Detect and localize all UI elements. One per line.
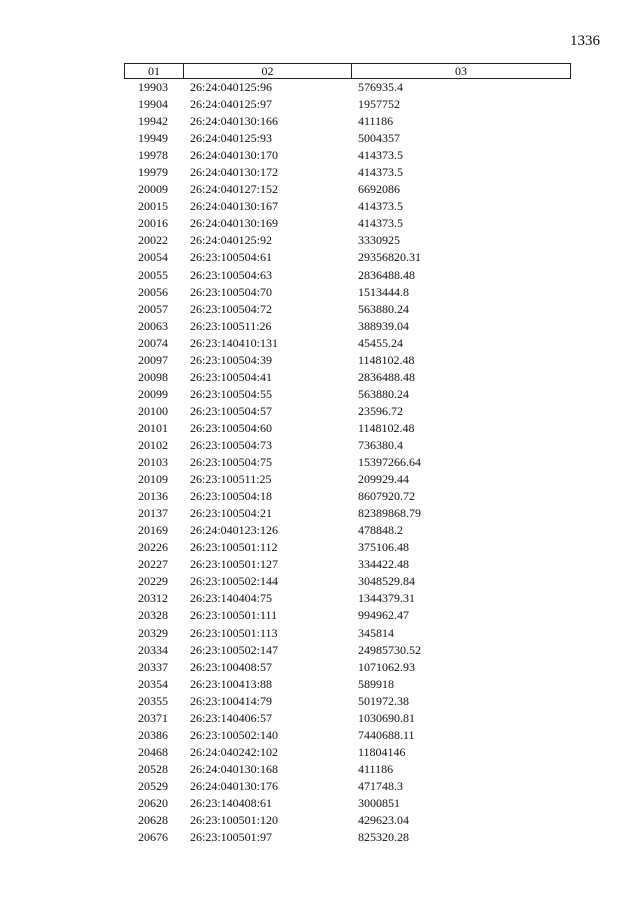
table-cell-col-03: 1071062.93 xyxy=(358,659,415,674)
table-row xyxy=(124,778,571,795)
table-cell-col-01: 20063 xyxy=(138,318,168,333)
table-row xyxy=(124,488,571,505)
table-cell-col-01: 20097 xyxy=(138,352,168,367)
table-cell-col-02: 26:23:100504:75 xyxy=(190,455,273,470)
table-cell-col-03: 6692086 xyxy=(358,182,400,197)
table-cell-col-03: 576935.4 xyxy=(358,80,403,94)
table-cell-col-02: 26:23:100501:127 xyxy=(190,557,279,572)
table-cell-col-01: 20528 xyxy=(138,761,168,776)
table-cell-col-02: 26:24:040130:166 xyxy=(190,114,279,129)
table-cell-col-03: 994962.47 xyxy=(358,608,409,623)
table-cell-col-02: 26:23:100504:57 xyxy=(190,403,273,418)
table-row xyxy=(124,659,571,676)
table-cell-col-02: 26:23:140406:57 xyxy=(190,710,273,725)
table-row xyxy=(124,761,571,778)
table-cell-col-01: 20109 xyxy=(138,472,168,487)
table-row xyxy=(124,693,571,710)
table-cell-col-02: 26:24:040130:167 xyxy=(190,199,279,214)
table-cell-col-01: 20329 xyxy=(138,625,168,640)
table-cell-col-03: 209929.44 xyxy=(358,472,409,487)
table-cell-col-03: 15397266.64 xyxy=(358,455,421,470)
table-row xyxy=(124,471,571,488)
table-cell-col-03: 1344379.31 xyxy=(358,591,415,606)
table-cell-col-02: 26:23:100501:120 xyxy=(190,813,279,828)
table-cell-col-02: 26:23:100413:88 xyxy=(190,676,273,691)
table-row xyxy=(124,232,571,249)
table-cell-col-01: 19903 xyxy=(138,80,168,94)
table-cell-col-01: 20022 xyxy=(138,233,168,248)
table-cell-col-01: 19979 xyxy=(138,165,168,180)
table-cell-col-01: 20226 xyxy=(138,540,168,555)
table-row xyxy=(124,522,571,539)
page-number: 1336 xyxy=(570,33,600,49)
table-cell-col-02: 26:23:100501:111 xyxy=(190,608,278,623)
table-cell-col-03: 11804146 xyxy=(358,744,406,759)
table-row xyxy=(124,727,571,744)
table-row xyxy=(124,181,571,198)
table-cell-col-02: 26:23:100501:113 xyxy=(190,625,278,640)
table-row xyxy=(124,335,571,352)
table-header xyxy=(124,63,571,79)
table-cell-col-01: 20334 xyxy=(138,642,168,657)
table-cell-col-02: 26:24:040130:170 xyxy=(190,148,279,163)
table-cell-col-02: 26:23:100504:63 xyxy=(190,267,273,282)
table-cell-col-03: 82389868.79 xyxy=(358,506,421,521)
table-cell-col-02: 26:24:040127:152 xyxy=(190,182,279,197)
table-cell-col-01: 20676 xyxy=(138,830,168,845)
table-cell-col-02: 26:23:100502:140 xyxy=(190,727,279,742)
table-cell-col-03: 414373.5 xyxy=(358,148,403,163)
table-cell-col-01: 20099 xyxy=(138,386,168,401)
table-cell-col-01: 20102 xyxy=(138,437,168,452)
table-cell-col-03: 45455.24 xyxy=(358,335,403,350)
table-cell-col-01: 20136 xyxy=(138,489,168,504)
table-row xyxy=(124,710,571,727)
header-col-02: 02 xyxy=(184,64,352,78)
table-cell-col-03: 478848.2 xyxy=(358,523,403,538)
table-cell-col-01: 20015 xyxy=(138,199,168,214)
table-cell-col-03: 375106.48 xyxy=(358,540,409,555)
table-cell-col-02: 26:24:040125:93 xyxy=(190,131,273,146)
table-cell-col-02: 26:24:040125:96 xyxy=(190,80,273,94)
table-cell-col-01: 20628 xyxy=(138,813,168,828)
table-row xyxy=(124,744,571,761)
table-row xyxy=(124,420,571,437)
table-cell-col-01: 20098 xyxy=(138,369,168,384)
table-cell-col-03: 3000851 xyxy=(358,795,400,810)
table-cell-col-02: 26:23:100511:25 xyxy=(190,472,272,487)
table-row xyxy=(124,437,571,454)
table-row xyxy=(124,147,571,164)
table-cell-col-02: 26:23:100511:26 xyxy=(190,318,272,333)
table-row xyxy=(124,284,571,301)
table-cell-col-01: 20101 xyxy=(138,420,168,435)
table-cell-col-02: 26:23:100504:72 xyxy=(190,301,273,316)
table-cell-col-03: 411186 xyxy=(358,114,394,129)
table-cell-col-02: 26:23:100504:39 xyxy=(190,352,273,367)
table-cell-col-03: 1513444.8 xyxy=(358,284,409,299)
table-row xyxy=(124,267,571,284)
table-cell-col-03: 3330925 xyxy=(358,233,400,248)
table-row xyxy=(124,556,571,573)
table-row xyxy=(124,215,571,232)
table-cell-col-03: 563880.24 xyxy=(358,386,409,401)
table-cell-col-02: 26:24:040242:102 xyxy=(190,744,279,759)
table-row xyxy=(124,318,571,335)
table-row xyxy=(124,301,571,318)
table-cell-col-01: 20056 xyxy=(138,284,168,299)
table-cell-col-01: 20337 xyxy=(138,659,168,674)
table-cell-col-01: 20229 xyxy=(138,574,168,589)
table-cell-col-02: 26:23:100501:112 xyxy=(190,540,278,555)
table-cell-col-01: 20354 xyxy=(138,676,168,691)
table-row xyxy=(124,573,571,590)
table-row xyxy=(124,249,571,266)
table-cell-col-02: 26:24:040123:126 xyxy=(190,523,279,538)
table-cell-col-03: 414373.5 xyxy=(358,199,403,214)
table-cell-col-01: 19942 xyxy=(138,114,168,129)
table-cell-col-02: 26:23:140410:131 xyxy=(190,335,279,350)
table-cell-col-03: 24985730.52 xyxy=(358,642,421,657)
table-row xyxy=(124,676,571,693)
table-cell-col-02: 26:23:100408:57 xyxy=(190,659,273,674)
table-row xyxy=(124,164,571,181)
table-cell-col-01: 20227 xyxy=(138,557,168,572)
table-cell-col-03: 5004357 xyxy=(358,131,400,146)
table-row xyxy=(124,130,571,147)
table-cell-col-03: 736380.4 xyxy=(358,437,403,452)
table-row xyxy=(124,607,571,624)
table-row xyxy=(124,539,571,556)
table-cell-col-02: 26:23:100504:55 xyxy=(190,386,273,401)
table-cell-col-01: 20355 xyxy=(138,693,168,708)
table-cell-col-01: 20529 xyxy=(138,778,168,793)
table-cell-col-03: 7440688.11 xyxy=(358,727,415,742)
table-row xyxy=(124,829,571,846)
table-row xyxy=(124,386,571,403)
table-cell-col-02: 26:23:100504:18 xyxy=(190,489,273,504)
table-cell-col-03: 345814 xyxy=(358,625,394,640)
table-cell-col-02: 26:24:040130:168 xyxy=(190,761,279,776)
table-cell-col-03: 471748.3 xyxy=(358,778,403,793)
table-body xyxy=(124,79,571,846)
table-cell-col-02: 26:23:100504:73 xyxy=(190,437,273,452)
table-cell-col-03: 414373.5 xyxy=(358,216,403,231)
table-row xyxy=(124,79,571,96)
table-cell-col-01: 20137 xyxy=(138,506,168,521)
table-cell-col-01: 20057 xyxy=(138,301,168,316)
table-cell-col-02: 26:23:140404:75 xyxy=(190,591,273,606)
table-cell-col-01: 20371 xyxy=(138,710,168,725)
table-cell-col-03: 414373.5 xyxy=(358,165,403,180)
table-cell-col-01: 19949 xyxy=(138,131,168,146)
table-cell-col-03: 29356820.31 xyxy=(358,250,421,265)
table-cell-col-02: 26:24:040125:92 xyxy=(190,233,273,248)
table-row xyxy=(124,812,571,829)
table-cell-col-03: 23596.72 xyxy=(358,403,403,418)
table-cell-col-03: 501972.38 xyxy=(358,693,409,708)
table-cell-col-03: 3048529.84 xyxy=(358,574,415,589)
table-cell-col-03: 2836488.48 xyxy=(358,267,415,282)
data-table xyxy=(124,63,571,846)
table-cell-col-02: 26:23:100504:41 xyxy=(190,369,273,384)
table-row xyxy=(124,642,571,659)
table-cell-col-02: 26:24:040130:169 xyxy=(190,216,279,231)
table-cell-col-03: 589918 xyxy=(358,676,394,691)
table-cell-col-03: 334422.48 xyxy=(358,557,409,572)
table-cell-col-03: 429623.04 xyxy=(358,813,409,828)
table-cell-col-01: 20386 xyxy=(138,727,168,742)
table-cell-col-02: 26:23:100504:70 xyxy=(190,284,273,299)
table-row xyxy=(124,96,571,113)
table-cell-col-02: 26:23:100414:79 xyxy=(190,693,273,708)
table-row xyxy=(124,590,571,607)
table-cell-col-03: 563880.24 xyxy=(358,301,409,316)
table-cell-col-01: 20103 xyxy=(138,455,168,470)
table-cell-col-02: 26:24:040125:97 xyxy=(190,97,273,112)
table-cell-col-02: 26:24:040130:176 xyxy=(190,778,279,793)
table-cell-col-03: 1148102.48 xyxy=(358,420,415,435)
table-row xyxy=(124,352,571,369)
table-cell-col-01: 20054 xyxy=(138,250,168,265)
header-col-01: 01 xyxy=(125,64,184,78)
table-row xyxy=(124,369,571,386)
table-cell-col-03: 388939.04 xyxy=(358,318,409,333)
table-cell-col-01: 20169 xyxy=(138,523,168,538)
table-row xyxy=(124,198,571,215)
table-cell-col-03: 1148102.48 xyxy=(358,352,415,367)
table-cell-col-02: 26:23:100502:147 xyxy=(190,642,279,657)
table-cell-col-03: 2836488.48 xyxy=(358,369,415,384)
table-cell-col-01: 20312 xyxy=(138,591,168,606)
table-row xyxy=(124,113,571,130)
table-cell-col-02: 26:23:100502:144 xyxy=(190,574,279,589)
table-cell-col-03: 825320.28 xyxy=(358,830,409,845)
table-cell-col-02: 26:23:100501:97 xyxy=(190,830,273,845)
table-cell-col-02: 26:23:100504:61 xyxy=(190,250,273,265)
table-cell-col-01: 19978 xyxy=(138,148,168,163)
table-cell-col-01: 20074 xyxy=(138,335,168,350)
table-row xyxy=(124,454,571,471)
table-row xyxy=(124,403,571,420)
table-cell-col-01: 20468 xyxy=(138,744,168,759)
table-cell-col-02: 26:23:100504:60 xyxy=(190,420,273,435)
table-cell-col-01: 20055 xyxy=(138,267,168,282)
table-cell-col-01: 20328 xyxy=(138,608,168,623)
table-row xyxy=(124,795,571,812)
table-cell-col-03: 1957752 xyxy=(358,97,400,112)
table-cell-col-03: 1030690.81 xyxy=(358,710,415,725)
table-cell-col-02: 26:23:100504:21 xyxy=(190,506,273,521)
table-cell-col-01: 19904 xyxy=(138,97,168,112)
header-col-03: 03 xyxy=(455,64,467,78)
table-cell-col-02: 26:23:140408:61 xyxy=(190,795,273,810)
table-cell-col-01: 20620 xyxy=(138,795,168,810)
table-cell-col-01: 20100 xyxy=(138,403,168,418)
table-row xyxy=(124,505,571,522)
table-cell-col-01: 20009 xyxy=(138,182,168,197)
table-cell-col-03: 411186 xyxy=(358,761,394,776)
table-cell-col-03: 8607920.72 xyxy=(358,489,415,504)
table-cell-col-01: 20016 xyxy=(138,216,168,231)
table-cell-col-02: 26:24:040130:172 xyxy=(190,165,279,180)
table-row xyxy=(124,625,571,642)
